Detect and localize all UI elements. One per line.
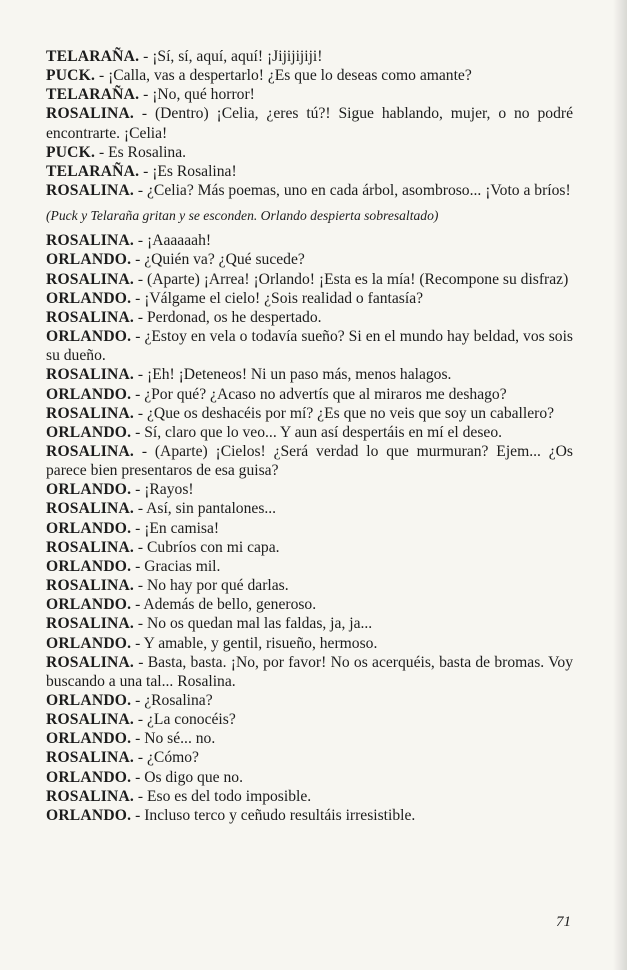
dialogue-line (46, 480, 573, 499)
dialogue-line (46, 614, 573, 633)
dialogue-text: - No sé... no. (131, 730, 216, 748)
dialogue-line (46, 557, 573, 576)
speaker-name: ORLANDO. (46, 806, 132, 824)
dialogue-text: - ¿La conocéis? (134, 711, 236, 729)
speaker-name: ROSALINA. (46, 404, 135, 422)
dialogue-text: - (Dentro) ¡Celia, ¿eres tú?! Sigue hablando, mujer, o no podré encontrarte. ¡Celia! (46, 105, 573, 142)
binding-shadow (613, 0, 627, 970)
dialogue-line (46, 748, 573, 767)
speaker-name: ORLANDO. (46, 328, 132, 346)
speaker-name: ROSALINA. (46, 232, 135, 250)
dialogue-line (46, 768, 573, 787)
speaker-name: ORLANDO. (46, 481, 132, 499)
dialogue-text: - Incluso terco y ceñudo resultáis irresistible. (131, 806, 416, 824)
dialogue-line (46, 404, 573, 423)
dialogue-line (46, 231, 573, 250)
dialogue-line (46, 181, 573, 200)
dialogue-text: - ¡Aaaaaah! (134, 232, 212, 250)
dialogue-line (46, 595, 573, 614)
dialogue-text: - Es Rosalina. (95, 143, 187, 161)
dialogue-text: - Os digo que no. (131, 768, 243, 786)
dialogue-line (46, 104, 573, 142)
dialogue-line (46, 653, 573, 691)
dialogue-text: - ¡Sí, sí, aquí, aquí! ¡Jijijijiji! (139, 48, 323, 65)
dialogue-text: - ¡En camisa! (131, 519, 220, 537)
dialogue-text: - (Aparte) ¡Arrea! ¡Orlando! ¡Esta es la mía! (Recompone su disfraz) (134, 270, 569, 288)
speaker-name: ROSALINA. (46, 653, 135, 671)
dialogue-text: - Perdonad, os he despertado. (134, 308, 322, 326)
dialogue-line (46, 143, 573, 162)
dialogue-line (46, 270, 573, 289)
dialogue-line (46, 806, 573, 825)
dialogue-line (46, 787, 573, 806)
stage-direction: (Puck y Telaraña gritan y se esconden. Orlando despierta sobresaltado) (46, 208, 439, 224)
dialogue-text: - Sí, claro que lo veo... Y aun así despertáis en mí el deseo. (131, 423, 503, 441)
speaker-name: TELARAÑA. (46, 162, 140, 180)
speaker-name: ROSALINA. (46, 577, 135, 595)
dialogue-line (46, 327, 573, 365)
dialogue-line (46, 691, 573, 710)
dialogue-text: - Y amable, y gentil, risueño, hermoso. (131, 634, 378, 652)
speaker-name: ROSALINA. (46, 749, 135, 767)
dialogue-line (46, 423, 573, 442)
dialogue-text: - No os quedan mal las faldas, ja, ja... (134, 615, 373, 633)
dialogue-line (46, 365, 573, 384)
speaker-name: ROSALINA. (46, 308, 135, 326)
dialogue-line (46, 442, 573, 480)
speaker-name: ROSALINA. (46, 182, 135, 200)
dialogue-text: - ¡Rayos! (131, 481, 194, 499)
page-number: 71 (556, 914, 571, 930)
speaker-name: ROSALINA. (46, 270, 135, 288)
dialogue-line (46, 499, 573, 518)
speaker-name: ORLANDO. (46, 519, 132, 537)
dialogue-text: - ¿Quién va? ¿Qué sucede? (131, 251, 305, 269)
dialogue-line (46, 519, 573, 538)
dialogue-line (46, 66, 573, 85)
dialogue-text: - ¿Por qué? ¿Acaso no advertís que al miraros me deshago? (131, 385, 507, 403)
dialogue-line (46, 250, 573, 269)
dialogue-line (46, 308, 573, 327)
speaker-name: ROSALINA. (46, 105, 135, 123)
dialogue-text: - ¿Que os deshacéis por mí? ¿Es que no veis que soy un caballero? (134, 404, 555, 422)
dialogue-text: - Gracias mil. (131, 557, 221, 575)
dialogue-line (46, 162, 573, 181)
speaker-name: ROSALINA. (46, 787, 135, 805)
speaker-name: ROSALINA. (46, 711, 135, 729)
dialogue-line (46, 289, 573, 308)
dialogue-text: - ¿Estoy en vela o todavía sueño? Si en el mundo hay beldad, vos sois su dueño. (46, 328, 573, 365)
speaker-name: TELARAÑA. (46, 86, 140, 104)
dialogue-text: - Así, sin pantalones... (134, 500, 277, 518)
speaker-name: ORLANDO. (46, 423, 132, 441)
dialogue-text: - ¡Válgame el cielo! ¿Sois realidad o fantasía? (131, 289, 424, 307)
speaker-name: ROSALINA. (46, 442, 135, 460)
speaker-name: ORLANDO. (46, 251, 132, 269)
dialogue-text: - ¡Es Rosalina! (139, 162, 237, 180)
dialogue-text: - No hay por qué darlas. (134, 577, 289, 595)
dialogue-line (46, 538, 573, 557)
speaker-name: ROSALINA. (46, 366, 135, 384)
dialogue-text: - Basta, basta. ¡No, por favor! No os acerquéis, basta de bromas. Voy buscando a una tal... Rosalina. (46, 653, 573, 690)
speaker-name: ORLANDO. (46, 634, 132, 652)
speaker-name: ROSALINA. (46, 500, 135, 518)
speaker-name: ORLANDO. (46, 768, 132, 786)
dialogue-text: - ¡Eh! ¡Deteneos! Ni un paso más, menos halagos. (134, 366, 452, 384)
speaker-name: ORLANDO. (46, 692, 132, 709)
dialogue-line (46, 85, 573, 104)
speaker-name: ORLANDO. (46, 557, 132, 575)
dialogue-text: - ¿Celia? Más poemas, uno en cada árbol, asombroso... ¡Voto a bríos! (134, 182, 571, 200)
dialogue-line (46, 385, 573, 404)
speaker-name: ROSALINA. (46, 538, 135, 556)
dialogue-text: - ¡Calla, vas a despertarlo! ¿Es que lo deseas como amante? (95, 67, 472, 85)
dialogue-line (46, 729, 573, 748)
speaker-name: ORLANDO. (46, 289, 132, 307)
dialogue-text: - (Aparte) ¡Cielos! ¿Será verdad lo que murmuran? Ejem... ¿Os parece bien presentaros de esa guisa? (46, 442, 573, 480)
speaker-name: ORLANDO. (46, 730, 132, 748)
dialogue-text-block (46, 47, 573, 825)
dialogue-line (46, 47, 573, 66)
dialogue-line (46, 634, 573, 653)
speaker-name: ORLANDO. (46, 385, 132, 403)
dialogue-text: - Cubríos con mi capa. (134, 538, 280, 556)
speaker-name: ORLANDO. (46, 596, 132, 614)
dialogue-text: - Además de bello, generoso. (131, 596, 317, 614)
speaker-name: PUCK. (46, 67, 96, 85)
dialogue-line (46, 710, 573, 729)
dialogue-line (46, 576, 573, 595)
dialogue-text: - ¿Rosalina? (131, 692, 213, 709)
dialogue-text: - ¿Cómo? (134, 749, 199, 767)
speaker-name: PUCK. (46, 143, 96, 161)
dialogue-text: - Eso es del todo imposible. (134, 787, 312, 805)
dialogue-text: - ¡No, qué horror! (139, 86, 255, 104)
speaker-name: ROSALINA. (46, 615, 135, 633)
speaker-name: TELARAÑA. (46, 48, 140, 65)
